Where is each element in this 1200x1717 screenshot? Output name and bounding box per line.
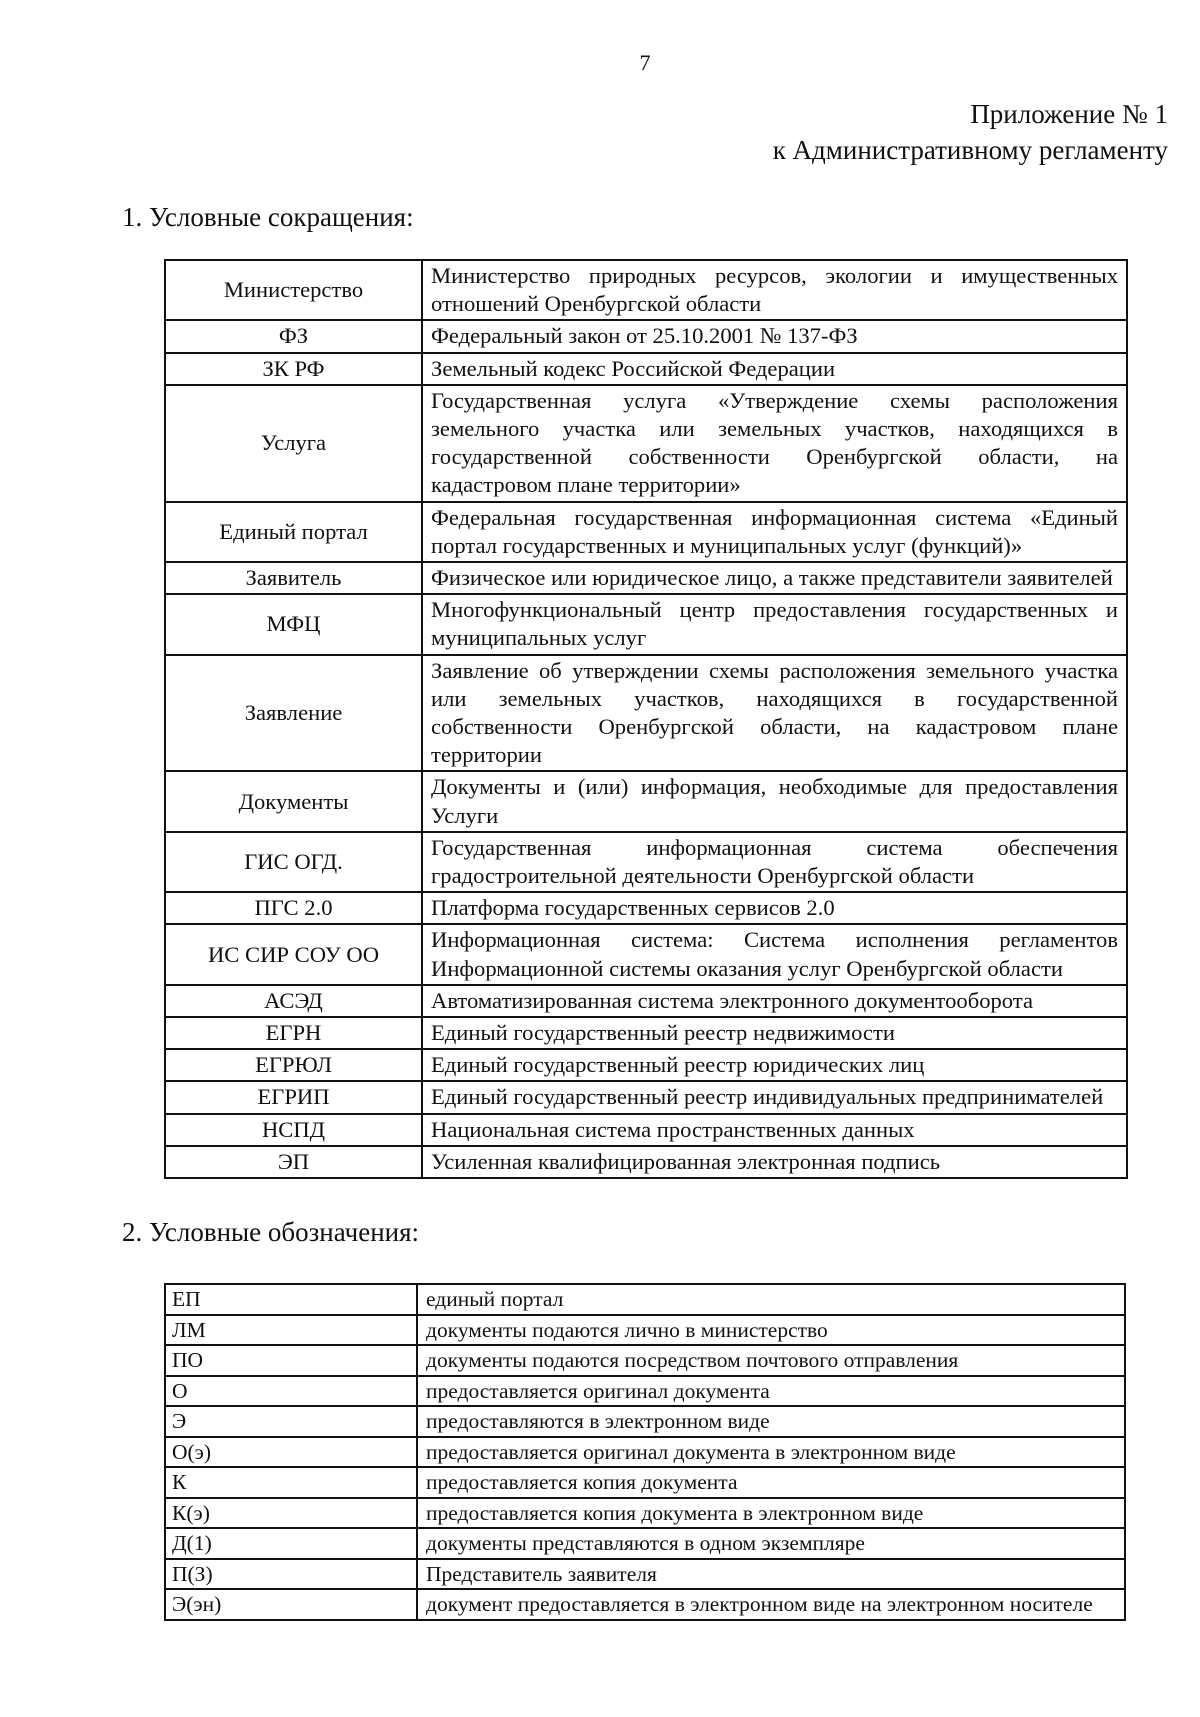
symbols-table — [164, 1283, 1126, 1621]
table-row — [165, 1467, 1125, 1498]
table-row — [165, 1559, 1125, 1590]
abbreviations-table — [164, 259, 1128, 1179]
table-row — [165, 1437, 1125, 1468]
symbol-cell: П(З) — [165, 1559, 417, 1590]
definition-cell: единый портал — [417, 1284, 1125, 1315]
abbreviation-cell: Заявление — [165, 655, 422, 772]
table-row — [165, 1017, 1127, 1049]
abbreviation-cell: Министерство — [165, 260, 422, 320]
description-cell: Государственная информационная система обеспечения градостроительной деятельности Оренбургской области — [422, 832, 1127, 892]
symbol-cell: Э(эн) — [165, 1589, 417, 1620]
table-row — [165, 832, 1127, 892]
table-row — [165, 1284, 1125, 1315]
table-row — [165, 1146, 1127, 1178]
symbol-cell: К — [165, 1467, 417, 1498]
description-cell: Многофункциональный центр предоставления государственных и муниципальных услуг — [422, 594, 1127, 654]
table-row — [165, 985, 1127, 1017]
table-row — [165, 892, 1127, 924]
description-cell: Национальная система пространственных данных — [422, 1114, 1127, 1146]
section-symbols-title: 2. Условные обозначения: — [122, 1217, 420, 1247]
abbreviation-cell: ЗК РФ — [165, 353, 422, 385]
table-row — [165, 353, 1127, 385]
abbreviation-cell: Заявитель — [165, 562, 422, 594]
table-row — [165, 1049, 1127, 1081]
appendix-title: Приложение № 1 — [970, 99, 1168, 129]
abbreviation-cell: НСПД — [165, 1114, 422, 1146]
description-cell: Автоматизированная система электронного документооборота — [422, 985, 1127, 1017]
description-cell: Усиленная квалифицированная электронная подпись — [422, 1146, 1127, 1178]
page-number: 7 — [639, 50, 651, 75]
definition-cell: предоставляется копия документа — [417, 1467, 1125, 1498]
definition-cell: предоставляется оригинал документа — [417, 1376, 1125, 1407]
description-cell: Информационная система: Система исполнения регламентов Информационной системы оказания услуг Оренбургской области — [422, 924, 1127, 984]
description-cell: Федеральный закон от 25.10.2001 № 137-ФЗ — [422, 320, 1127, 352]
table-row — [165, 502, 1127, 562]
abbreviation-cell: ГИС ОГД. — [165, 832, 422, 892]
symbol-cell: К(э) — [165, 1498, 417, 1529]
table-row — [165, 1081, 1127, 1113]
table-row — [165, 260, 1127, 320]
description-cell: Земельный кодекс Российской Федерации — [422, 353, 1127, 385]
abbreviation-cell: Услуга — [165, 385, 422, 502]
appendix-header — [773, 96, 1168, 168]
abbreviation-cell: Документы — [165, 771, 422, 831]
abbreviation-cell: МФЦ — [165, 594, 422, 654]
description-cell: Государственная услуга «Утверждение схемы расположения земельного участка или земельных участков, находящихся в государственной собственности Оренбургской области, на кадастровом плане территории» — [422, 385, 1127, 502]
description-cell: Заявление об утверждении схемы расположения земельного участка или земельных участков, находящихся в государственной собственности Оренбургской области, на кадастровом плане территории — [422, 655, 1127, 772]
definition-cell: предоставляется оригинал документа в электронном виде — [417, 1437, 1125, 1468]
symbol-cell: ПО — [165, 1345, 417, 1376]
symbol-cell: Э — [165, 1406, 417, 1437]
table-row — [165, 924, 1127, 984]
abbreviation-cell: ЕГРН — [165, 1017, 422, 1049]
table-row — [165, 1315, 1125, 1346]
table-row — [165, 1528, 1125, 1559]
definition-cell: Представитель заявителя — [417, 1559, 1125, 1590]
table-row — [165, 771, 1127, 831]
table-row — [165, 1114, 1127, 1146]
table-row — [165, 1498, 1125, 1529]
table-row — [165, 1406, 1125, 1437]
table-row — [165, 1345, 1125, 1376]
abbreviation-cell: АСЭД — [165, 985, 422, 1017]
table-row — [165, 594, 1127, 654]
description-cell: Единый государственный реестр юридических лиц — [422, 1049, 1127, 1081]
definition-cell: документы представляются в одном экземпляре — [417, 1528, 1125, 1559]
description-cell: Единый государственный реестр индивидуальных предпринимателей — [422, 1081, 1127, 1113]
abbreviation-cell: ИС СИР СОУ ОО — [165, 924, 422, 984]
description-cell: Федеральная государственная информационная система «Единый портал государственных и муниципальных услуг (функций)» — [422, 502, 1127, 562]
definition-cell: документы подаются посредством почтового отправления — [417, 1345, 1125, 1376]
definition-cell: документы подаются лично в министерство — [417, 1315, 1125, 1346]
table-row — [165, 385, 1127, 502]
description-cell: Платформа государственных сервисов 2.0 — [422, 892, 1127, 924]
table-row — [165, 655, 1127, 772]
description-cell: Единый государственный реестр недвижимости — [422, 1017, 1127, 1049]
section-abbreviations-title: 1. Условные сокращения: — [122, 202, 414, 232]
description-cell: Физическое или юридическое лицо, а также представители заявителей — [422, 562, 1127, 594]
table-row — [165, 1589, 1125, 1620]
symbol-cell: Д(1) — [165, 1528, 417, 1559]
definition-cell: предоставляются в электронном виде — [417, 1406, 1125, 1437]
appendix-subtitle: к Административному регламенту — [772, 135, 1168, 165]
symbol-cell: О(э) — [165, 1437, 417, 1468]
definition-cell: документ предоставляется в электронном виде на электронном носителе — [417, 1589, 1125, 1620]
table-row — [165, 320, 1127, 352]
abbreviation-cell: Единый портал — [165, 502, 422, 562]
symbol-cell: ЛМ — [165, 1315, 417, 1346]
description-cell: Министерство природных ресурсов, экологии и имущественных отношений Оренбургской области — [422, 260, 1127, 320]
abbreviation-cell: ФЗ — [165, 320, 422, 352]
symbol-cell: О — [165, 1376, 417, 1407]
abbreviation-cell: ЭП — [165, 1146, 422, 1178]
symbol-cell: ЕП — [165, 1284, 417, 1315]
abbreviation-cell: ЕГРИП — [165, 1081, 422, 1113]
table-row — [165, 562, 1127, 594]
table-row — [165, 1376, 1125, 1407]
abbreviation-cell: ЕГРЮЛ — [165, 1049, 422, 1081]
abbreviation-cell: ПГС 2.0 — [165, 892, 422, 924]
definition-cell: предоставляется копия документа в электронном виде — [417, 1498, 1125, 1529]
description-cell: Документы и (или) информация, необходимые для предоставления Услуги — [422, 771, 1127, 831]
